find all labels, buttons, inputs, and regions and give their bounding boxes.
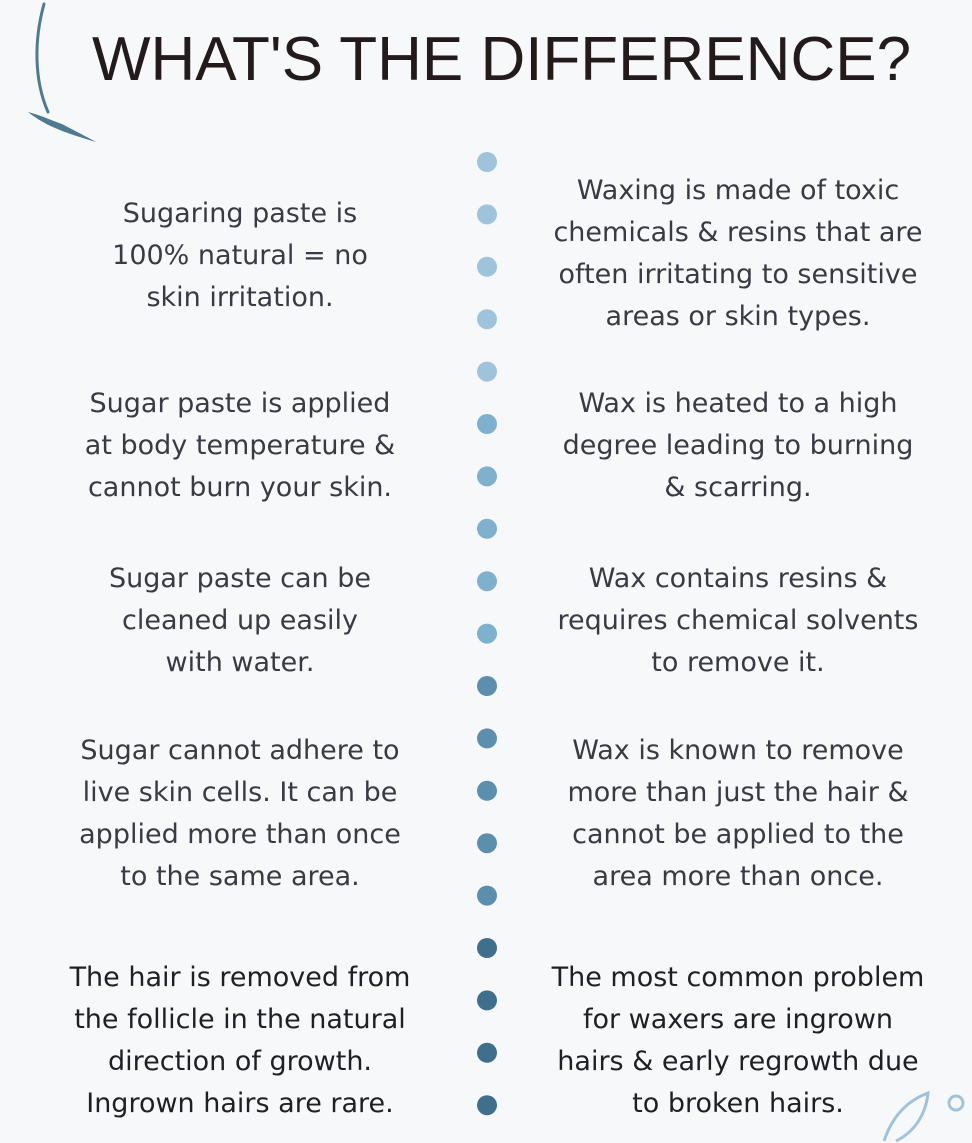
- divider-dot: [477, 519, 497, 539]
- divider-dot: [477, 728, 497, 748]
- sugaring-text-3: Sugar paste can be cleaned up easily with water.: [109, 563, 371, 678]
- divider-dot: [477, 466, 497, 486]
- divider-dot: [477, 624, 497, 644]
- divider-dot: [477, 204, 497, 224]
- divider-dot: [477, 676, 497, 696]
- divider-dot: [477, 309, 497, 329]
- waxing-text-1: Waxing is made of toxic chemicals & resins that are often irritating to sensitive areas or skin types.: [553, 175, 923, 332]
- divider-dot: [477, 257, 497, 277]
- divider-dot: [477, 886, 497, 906]
- divider-dot: [477, 414, 497, 434]
- sugaring-text-1: Sugaring paste is 100% natural = no skin irritation.: [112, 198, 368, 313]
- leaf-icon: [872, 1083, 972, 1143]
- divider-dot: [477, 781, 497, 801]
- sugaring-text-5: The hair is removed from the follicle in the natural direction of growth. Ingrown hairs are rare.: [69, 962, 411, 1119]
- waxing-text-5: The most common problem for waxers are ingrown hairs & early regrowth due to broken hairs.: [551, 962, 925, 1119]
- page-title: WHAT'S THE DIFFERENCE?: [92, 25, 912, 94]
- divider-dot: [477, 990, 497, 1010]
- divider-dot: [477, 1043, 497, 1063]
- sugaring-text-2: Sugar paste is applied at body temperature & cannot burn your skin.: [84, 388, 396, 503]
- waxing-text-3: Wax contains resins & requires chemical solvents to remove it.: [557, 563, 919, 678]
- waxing-text-2: Wax is heated to a high degree leading to burning & scarring.: [562, 388, 914, 503]
- divider-dot: [477, 152, 497, 172]
- divider-dot: [477, 571, 497, 591]
- waxing-text-4: Wax is known to remove more than just the hair & cannot be applied to the area more than once.: [567, 735, 909, 892]
- divider-dot: [477, 938, 497, 958]
- divider-dot: [477, 1095, 497, 1115]
- divider-dot: [477, 833, 497, 853]
- divider-dot: [477, 362, 497, 382]
- sugaring-text-4: Sugar cannot adhere to live skin cells. It can be applied more than once to the same area.: [79, 735, 401, 892]
